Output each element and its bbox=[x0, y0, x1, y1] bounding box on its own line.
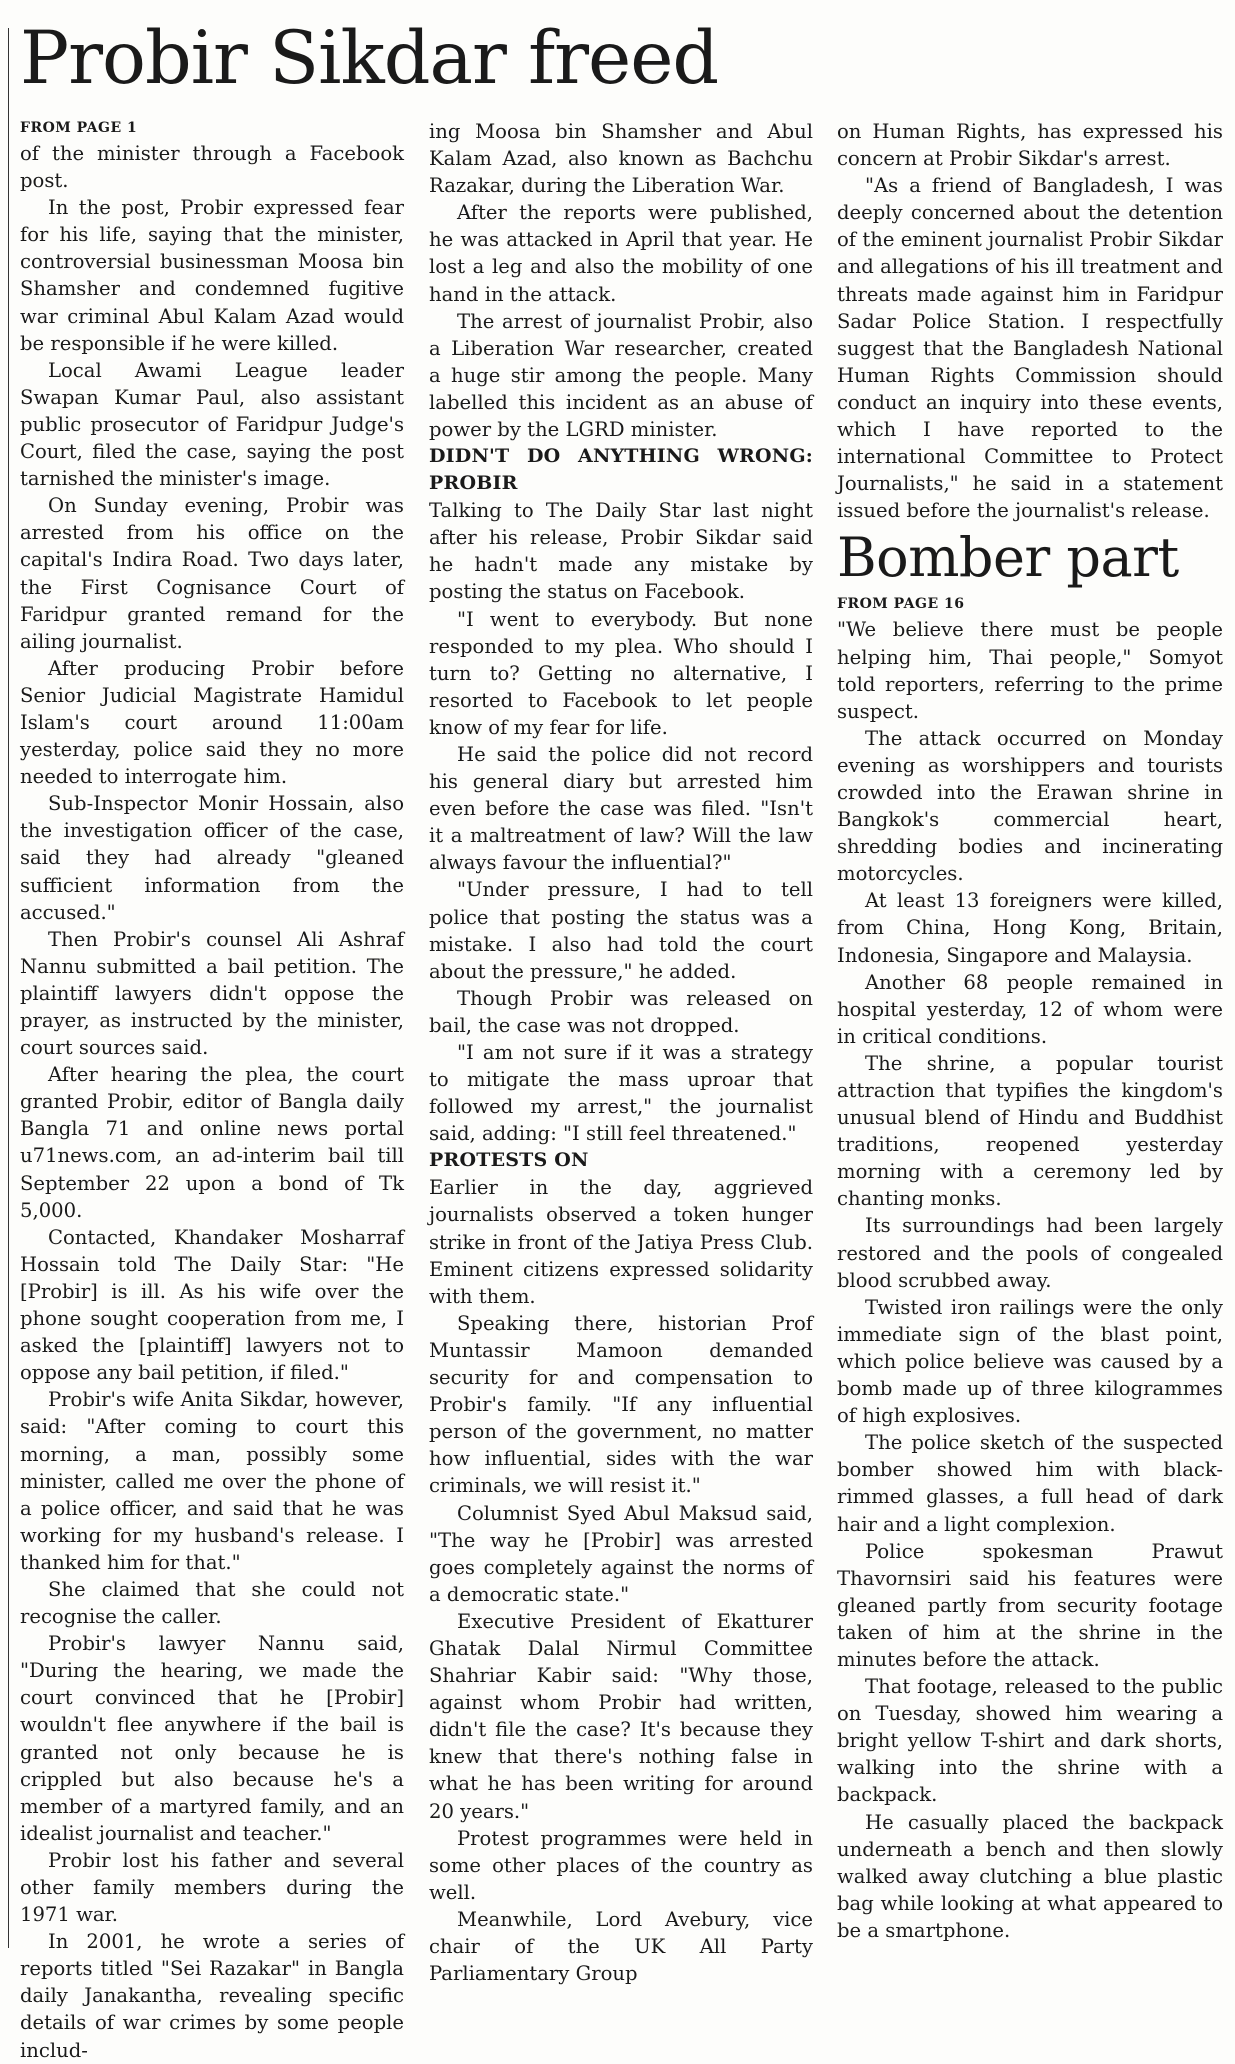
paragraph: Executive President of Ekatturer Ghatak Dalal Nirmul Committee Shahriar Kabir said: "Why those, against whom Probir had written, didn't file the case? It's because they knew that there's nothing false in what he has been writing for around 20 years." bbox=[429, 1609, 813, 1823]
headline: Probir Sikdar freed bbox=[20, 16, 719, 101]
paragraph: Talking to The Daily Star last night after his release, Probir Sikdar said he hadn't made any mistake by posting the status on Facebook. bbox=[429, 499, 813, 604]
paragraph: Sub-Inspector Monir Hossain, also the investigation officer of the case, said they had already "gleaned sufficient information from the accused." bbox=[20, 792, 404, 924]
paragraph: He said the police did not record his general diary but arrested him even before the case was filed. "Isn't it a maltreatment of law? Will the law always favour the influential?" bbox=[429, 742, 813, 875]
paragraph: In the post, Probir expressed fear for his life, saying that the minister, controversial businessman Moosa bin Shamsher and condemned fugitive war criminal Abul Kalam Azad would be responsible if he were killed. bbox=[20, 196, 404, 355]
paragraph: Police spokesman Prawut Thavornsiri said his features were gleaned partly from security footage taken of him at the shrine in the minutes before the attack. bbox=[837, 1539, 1223, 1671]
paragraph: The shrine, a popular tourist attraction that typifies the kingdom's unusual blend of Hindu and Buddhist traditions, reopened yesterday morning with a ceremony led by chanting monks. bbox=[837, 1051, 1223, 1211]
paragraph: She claimed that she could not recognise the caller. bbox=[20, 1577, 404, 1629]
paragraph: Protest programmes were held in some other places of the country as well. bbox=[429, 1826, 813, 1904]
paragraph: At least 13 foreigners were killed, from China, Hong Kong, Britain, Indonesia, Singapore and Malaysia. bbox=[837, 889, 1223, 967]
paragraph: "I am not sure if it was a strategy to mitigate the mass uproar that followed my arrest," the journalist said, adding: "I still feel threatened." bbox=[429, 1041, 813, 1146]
paragraph: Probir lost his father and several other family members during the 1971 war. bbox=[20, 1848, 404, 1927]
paragraph: of the minister through a Facebook post. bbox=[20, 142, 404, 193]
paragraph: After hearing the plea, the court granted Probir, editor of Bangla daily Bangla 71 and online news portal u71news.com, an ad-interim bail till September 22 upon a bond of Tk 5,000. bbox=[20, 1063, 404, 1222]
paragraph: Meanwhile, Lord Avebury, vice chair of the UK All Party Parliamentary Group bbox=[429, 1907, 813, 1986]
paragraph: After the reports were published, he was attacked in April that year. He lost a leg and also the mobility of one hand in the attack. bbox=[429, 201, 813, 306]
paragraph: Another 68 people remained in hospital yesterday, 12 of whom were in critical conditions. bbox=[837, 970, 1223, 1048]
paragraph: "We believe there must be people helping him, Thai people," Somyot told reporters, referring to the prime suspect. bbox=[837, 618, 1223, 723]
paragraph: After producing Probir before Senior Judicial Magistrate Hamidul Islam's court around 11:00am yesterday, police said they no more needed to interrogate him. bbox=[20, 656, 404, 789]
jump-line: FROM PAGE 16 bbox=[837, 596, 965, 613]
paragraph: On Sunday evening, Probir was arrested from his office on the capital's Indira Road. Two days later, the First Cognisance Court of Faridpur granted remand for the ailing journalist. bbox=[20, 494, 404, 653]
paragraph: Probir's lawyer Nannu said, "During the hearing, we made the court convinced that he [Probir] wouldn't flee anywhere if the bail is granted not only because he is crippled but also because he's a member of a martyred family, and an idealist journalist and teacher." bbox=[20, 1632, 404, 1845]
paragraph: In 2001, he wrote a series of reports titled "Sei Razakar" in Bangla daily Janakantha, revealing specific details of war crimes by some people includ- bbox=[20, 1930, 404, 2062]
paragraph: Though Probir was released on bail, the case was not dropped. bbox=[429, 986, 813, 1037]
paragraph: The police sketch of the suspected bomber showed him with black-rimmed glasses, a full head of dark hair and a light complexion. bbox=[837, 1431, 1223, 1536]
paragraph: Local Awami League leader Swapan Kumar Paul, also assistant public prosecutor of Faridpur Judge's Court, filed the case, saying the post tarnished the minister's image. bbox=[20, 358, 404, 491]
paragraph: "As a friend of Bangladesh, I was deeply concerned about the detention of the eminent journalist Probir Sikdar and allegations of his ill treatment and threats made against him in Faridpur Sadar Police Station. I respectfully suggest that the Bangladesh National Human Rights Commission should conduct an inquiry into these events, which I have reported to the international Committee to Protect Journalists," he said in a statement issued before the journalist's release. bbox=[837, 174, 1223, 523]
article-column-1 bbox=[20, 118, 404, 2062]
paragraph: The arrest of journalist Probir, also a Liberation War researcher, created a huge stir among the people. Many labelled this incident as an abuse of power by the LGRD minister. bbox=[429, 309, 813, 442]
subheading: DIDN'T DO ANYTHING WRONG: PROBIR bbox=[429, 445, 813, 495]
paragraph: Then Probir's counsel Ali Ashraf Nannu submitted a bail petition. The plaintiff lawyers didn't oppose the prayer, as instructed by the minister, court sources said. bbox=[20, 927, 404, 1060]
paragraph: on Human Rights, has expressed his concern at Probir Sikdar's arrest. bbox=[837, 120, 1223, 171]
paragraph: Probir's wife Anita Sikdar, however, said: "After coming to court this morning, a man, possibly some minister, called me over the phone of a police officer, and said that he was working for my husband's release. I thanked him for that." bbox=[20, 1388, 404, 1574]
jump-line: FROM PAGE 1 bbox=[20, 120, 138, 136]
paragraph: Columnist Syed Abul Maksud said, "The way he [Probir] was arrested goes completely against the norms of a democratic state." bbox=[429, 1501, 813, 1606]
paragraph: Speaking there, historian Prof Muntassir Mamoon demanded security for and compensation to Probir's family. "If any influential person of the government, no matter how influential, sides with the war criminals, we will resist it." bbox=[429, 1311, 813, 1498]
paragraph: ing Moosa bin Shamsher and Abul Kalam Azad, also known as Bachchu Razakar, during the Liberation War. bbox=[429, 120, 813, 198]
paragraph: "Under pressure, I had to tell police that posting the status was a mistake. I also had told the court about the pressure," he added. bbox=[429, 878, 813, 983]
paragraph: He casually placed the backpack underneath a bench and then slowly walked away clutching a blue plastic bag while looking at what appeared to be a smartphone. bbox=[837, 1810, 1223, 1942]
paragraph: Contacted, Khandaker Mosharraf Hossain told The Daily Star: "He [Probir] is ill. As his wife over the phone sought cooperation from me, I asked the [plaintiff] lawyers not to oppose any bail petition, if filed." bbox=[20, 1225, 404, 1385]
paragraph: Twisted iron railings were the only immediate sign of the blast point, which police believe was caused by a bomb made up of three kilogrammes of high explosives. bbox=[837, 1295, 1223, 1428]
column-divider bbox=[8, 28, 9, 1948]
article-column-2 bbox=[429, 118, 813, 1986]
paragraph: Its surroundings had been largely restored and the pools of congealed blood scrubbed away. bbox=[837, 1214, 1223, 1292]
paragraph: That footage, released to the public on Tuesday, showed him wearing a bright yellow T-shirt and dark shorts, walking into the shrine with a backpack. bbox=[837, 1675, 1223, 1807]
paragraph: Earlier in the day, aggrieved journalists observed a token hunger strike in front of the Jatiya Press Club. Eminent citizens expressed solidarity with them. bbox=[429, 1176, 813, 1308]
article-column-3 bbox=[837, 118, 1223, 1942]
paragraph: "I went to everybody. But none responded to my plea. Who should I turn to? Getting no alternative, I resorted to Facebook to let people know of my fear for life. bbox=[429, 607, 813, 739]
subheading: PROTESTS ON bbox=[429, 1149, 589, 1172]
paragraph: The attack occurred on Monday evening as worshippers and tourists crowded into the Erawan shrine in Bangkok's commercial heart, shredding bodies and incinerating motorcycles. bbox=[837, 726, 1223, 886]
second-headline: Bomber part bbox=[837, 526, 1179, 590]
